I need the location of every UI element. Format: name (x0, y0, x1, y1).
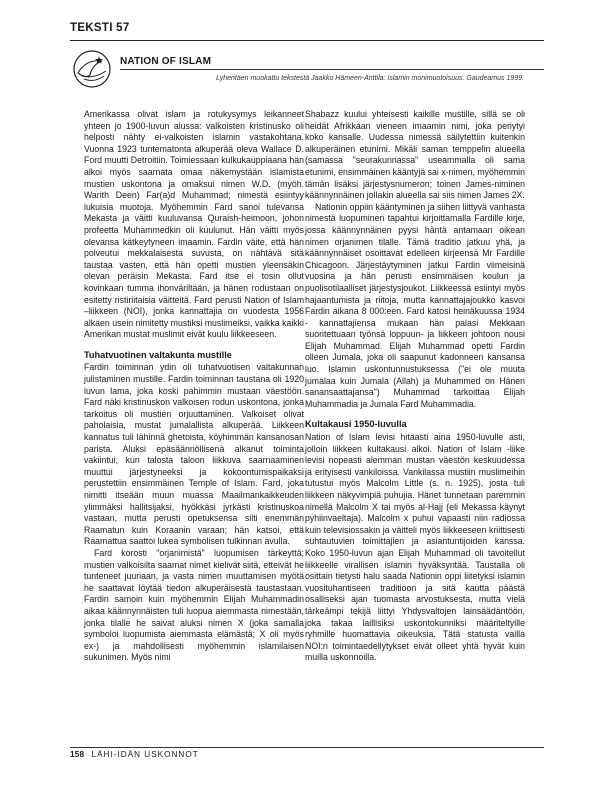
page-number: 158 (70, 750, 85, 759)
footer-divider (70, 747, 544, 748)
paragraph: Shabazz kuului yhteisesti kaikille mustille, sillä se oli heidät Afrikkaan vieneen imaamin nimi, joka periytyi koko kansalle. Uudessa nimessä säilytettiin kuitenkin alkuperäinen etunimi. Mikäli saman temppelin alueella (samassa "seurakunnassa" useammalla oli sama etunimi, ensimmäinen kääntyjä sai x-nimen, myöhemmin tämän lisäksi järjestysnumeron; toinen James-niminen käännynnäinen jollakin alueella sai siis nimen James 2X. (305, 109, 525, 201)
right-text-column (305, 109, 525, 664)
section-title: NATION OF ISLAM (120, 56, 212, 67)
left-text-column (84, 109, 304, 664)
page-footer (70, 750, 199, 759)
paragraph: Fardin toiminnan ydin oli tuhatvuotisen valtakunnan julistaminen mustille. Fardin toiminnan taustana oli 1920 luvun lama, joka koski pahimmin mustaan väestöön. Fard näki kristinuskon valkoisen rodun uskontona, jonka tarkoitus oli mustien orjuuttaminen. Valkoiset olivat paholaisia, mustat jumalallista alkuperää. Liikkeen kannatus tuli lähinnä ghetoista, köyhimmän kansanosan parista. Aluksi epäsäännöllisenä alkanut toiminta vakiintui, kun talosta taloon liikkuva saarnaaminen muuttui järjestyneeksi ja kokoontumispaikaksi perustettiin ensimmäinen Temple of Islam. Fard, joka nimitti itseään muun muassa Maailmankaikkeuden ylimmäksi hallitsijaksi, hyökkäsi jyrkästi kristinuskoa vastaan, mutta perusti opetuksensa silti enemmän Raamatun kuin Koraanin varaan; hän katsoi, että Raamattua saattoi lukea symbolisen tulkinnan avulla. (84, 362, 304, 547)
subheading: Kultakausi 1950-luvulla (305, 419, 407, 430)
source-credit: Lyhentäen muokattu tekstestä Jaakko Hämeen-Anttila: Islamin monimuotoisuus. Gaudeamus 1999. (215, 75, 524, 82)
page-header-label: TEKSTI 57 (70, 22, 130, 34)
header-divider (70, 40, 544, 41)
book-title: LÄHI-IDÄN USKONNOT (91, 750, 199, 759)
paragraph: Fard korosti "orjanimistä" luopumisen tärkeyttä; mustien valkoisilta saamat nimet kielivät siitä, etteivät he tunteneet juuriaan, ja vasta nimen muuttamisen myötä he saattavat löytää tiedon alkuperäisestä taustastaan. Fardin samoin kuin myöhemmin Elijah Muhammadin aikaa käännynnäisten tuli luopua aiemmasta nimestään, jonka tilalle he saivat aluksi nimen X (joka samalla symboloi luopumista aiemmasta elämästä; X oli myös ex-) ja mahdollisesti myöhemmin islamilaisen sukunimen. Myös nimi (84, 547, 304, 663)
title-divider (120, 69, 544, 70)
subheading: Tuhatvuotinen valtakunta mustille (84, 349, 232, 360)
paragraph: Nationin oppiin kääntyminen ja siihen liittyvä vanhasta nimestä luopuminen tapahtui kirjoittamalla Fardille kirje, jossa käännynnäinen pyysi häntä antamaan oikean nimen orjanimen tilalle. Tämä traditio jatkuu yhä, ja käännynnäiset osoittavat edelleen kirjeensä Mr Fardille Chicagoon. Järjestäytyminen jatkui Fardin viimeisinä vuosina ja hän perusti ensimmäisen koulun ja puolisotilaalliset järjestysjoukot. Liikkeessä esiintyi myös hajaantumista ja riitoja, mutta kannattajajoukko kasvoi Fardin aikana 8 000:een. Fard katosi heinäkuussa 1934 - kannattajiensa mukaan hän palasi Mekkaan suoritettuaan työnsä loppuun- ja liikkeen johtoon nousi Elijah Muhammad. Elijah Muhammad opetti Fardin olleen Jumala, joka oli saapunut kadonneen kansansa luo. Islamin uskontunnustuksessa ("ei ole muuta jumalaa kuin Jumala (Allah) ja Muhammed on Hänen sanansaattajansa") Muhammad tarkoittaa Elijah Muhammadia ja Jumala Fard Muhammadia. (305, 201, 525, 409)
paragraph: Nation of Islam levisi hitaasti aina 1950-luvulle asti, jolloin liikkeen kultakausi alkoi. Nation of Islam -liike levisi nopeasti alemman mustan väestön keskuudessa ja erityisesti vankiloissa. Vankilassa mustiin muslimeihin tutustui myös Malcolm Little (s. n. 1925), josta tuli liikkeen näkyvimpiä puhujia. Hänet tunnetaan paremmin nimellä Malcolm X tai myös al-Hajj (eli Mekassa käynyt pyhiinvaeltaja). Malcolm x puhui vapaasti niin radiossa kuin televisiossakin ja väitteli myös liikkeeseen kriittisesti suhtautuvien toimittajien ja asiantuntijoiden kanssa. Koko 1950-luvun ajan Elijah Muhammad oli tavoitellut liikkeelle virallisen islamin hyväksyntää. Taustalla oli osittain tietysti halu saada Nationin oppi liitetyksi islamin vuosituhantiseen traditioon ja sitä kautta päästä osalliseksi ajan tuomasta arvostuksesta, mutta vielä tärkeämpi tekijä liittyi Yhdysvaltojen lainsäädäntöön, joka takaa laillisiksi uskontokunniksi määriteltyille ryhmille huomattavia oikeuksia. Tätä statusta vailla NOI:n toimintaedellytykset eivät olleet yhtä hyvät kuin muilla uskonnoilla. (305, 432, 525, 663)
crescent-star-emblem-icon (72, 49, 112, 89)
paragraph: Amerikassa olivat islam ja rotukysymys leikanneet yhteen jo 1900-luvun alussa: valkoisten kristinusko oli helposti nähty ei-valkoisten islamin vastakohtana. Vuonna 1923 tuntematonta alkuperää oleva Wallace D. Ford muutti Detroitiin. Toimiessaan kulkukauppiaana hän alkoi myös saarnata omaa näkemystään islamista mustien uskontona ja omaksui nimen W.D. (myöh. Warith Deen) Far(a)d Muhammad; nimestä esiintyy lukuisia muotoja. Myöhemmin Fard sanoi tulevansa Mekasta ja väitti kuuluvansa Quraish-heimoon, johon profeetta Muhammedkin oli kuulunut. Hän väitti myös olevansa kätkeytyneen imaamin. Fardin väite, että hän polveutui mekkalaisesta suvusta, on nähtävä sitä taustaa vasten, että hän opetti mustien yleensäkin olevan peräisin Mekasta. Fard itse ei tosin ollut kovinkaan tumma ihonväriltään, ja hänen rodustaan on esitetty ristiriitaisia väitteitä. Fard perusti Nation of Islam –liikkeen (NOI), jonka kannattajia on vuodesta 1956 alkaen usein nimitetty mustiksi muslimeiksi, vaikka kaikki Amerikan mustat muslimit eivät kuulu liikkeeseen. (84, 109, 304, 340)
